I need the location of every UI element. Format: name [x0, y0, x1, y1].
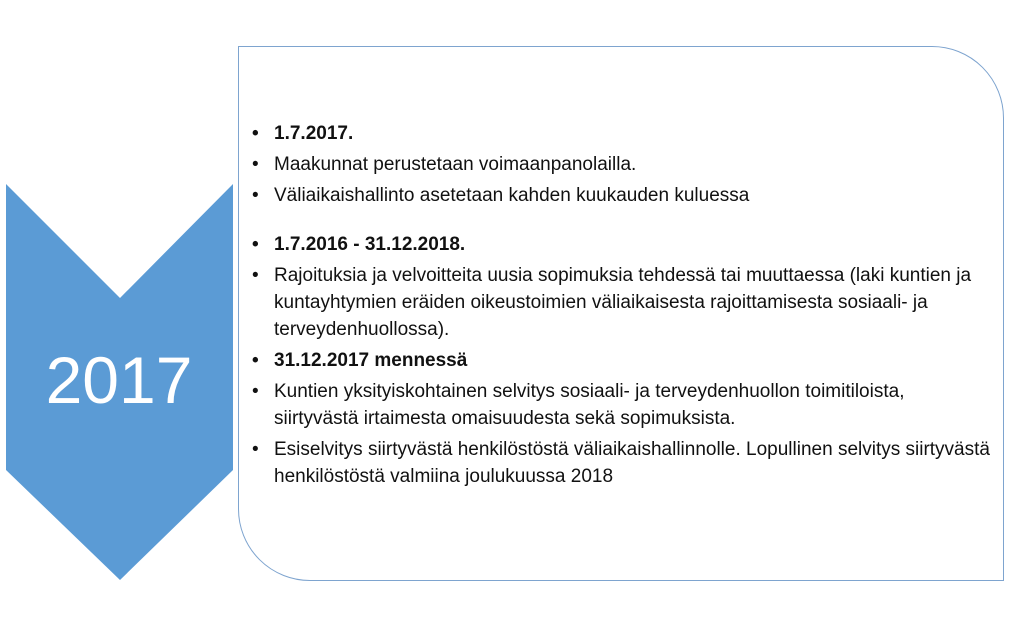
bullet-item: • Kuntien yksityiskohtainen selvitys sosiaali- ja terveydenhuollon toimitiloista, siirtyvästä irtaimesta omaisuudesta sekä sopimuksista.: [252, 378, 992, 432]
bullet-item: • Maakunnat perustetaan voimaanpanolailla.: [252, 151, 992, 178]
bullet-date-heading: • 1.7.2016 - 31.12.2018.: [252, 231, 992, 258]
bullet-date-heading: • 31.12.2017 mennessä: [252, 347, 992, 374]
year-label: 2017: [45, 343, 193, 417]
chevron-shape: [0, 0, 240, 626]
bullet-item: • Väliaikaishallinto asetetaan kahden kuukauden kuluessa: [252, 182, 992, 209]
bullet-date-heading: • 1.7.2017.: [252, 120, 992, 147]
bullet-list: [252, 120, 992, 490]
bullet-item: • Esiselvitys siirtyvästä henkilöstöstä väliaikaishallinnolle. Lopullinen selvitys siirtyvästä henkilöstöstä valmiina joulukuussa 2018: [252, 436, 992, 490]
bullet-item: • Rajoituksia ja velvoitteita uusia sopimuksia tehdessä tai muuttaessa (laki kuntien ja kuntayhtymien eräiden oikeustoimien väliaikaisesta rajoittamisesta sosiaali- ja terveydenhuollossa).: [252, 262, 992, 343]
